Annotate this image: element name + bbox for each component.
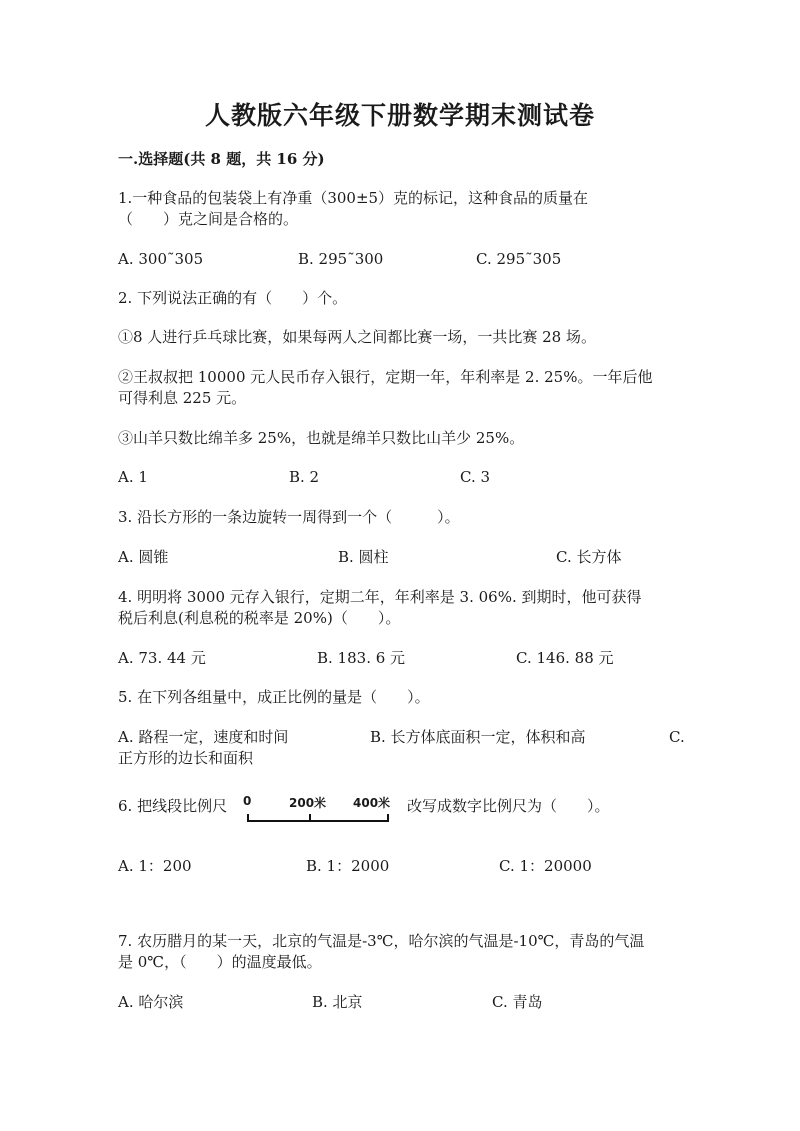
scale-tick-end	[387, 814, 389, 821]
question-2-option-c[interactable]: C. 3	[460, 468, 491, 486]
question-2-statement-3: ③山羊只数比绵羊多 25%，也就是绵羊只数比山羊少 25%。	[118, 429, 525, 447]
scale-label-0: 0	[243, 794, 252, 808]
question-5-option-b[interactable]: B. 长方体底面积一定，体积和高	[370, 728, 586, 746]
question-5-option-a[interactable]: A. 路程一定，速度和时间	[118, 728, 289, 746]
question-4-option-a[interactable]: A. 73. 44 元	[118, 649, 206, 667]
question-4-option-b[interactable]: B. 183. 6 元	[317, 649, 406, 667]
question-4-stem-line-1: 4. 明明将 3000 元存入银行，定期二年，年利率是 3. 06%. 到期时，他可获得	[118, 588, 642, 606]
question-1-stem-line-1: 1.一种食品的包装袋上有净重（300±5）克的标记，这种食品的质量在	[118, 189, 589, 207]
scale-tick-start	[247, 814, 249, 821]
line-scale-ruler	[243, 794, 393, 830]
question-2-statement-2-line-2: 可得利息 225 元。	[118, 389, 247, 407]
question-4-option-c[interactable]: C. 146. 88 元	[516, 649, 614, 667]
question-3-stem: 3. 沿长方形的一条边旋转一周得到一个（ ）。	[118, 508, 460, 526]
question-4-stem-line-2: 税后利息(利息税的税率是 20%)（ ）。	[118, 609, 401, 627]
question-1-option-a[interactable]: A. 300˜305	[118, 250, 204, 268]
question-6-stem-part-1: 6. 把线段比例尺	[118, 797, 228, 815]
question-2-statement-2-line-1: ②王叔叔把 10000 元人民币存入银行，定期一年，年利率是 2. 25%。一年后他	[118, 368, 653, 386]
question-7-option-c[interactable]: C. 青岛	[492, 993, 543, 1011]
question-6-option-c[interactable]: C. 1：20000	[499, 857, 592, 875]
scale-label-200: 200米	[289, 796, 327, 810]
question-5-stem: 5. 在下列各组量中，成正比例的量是（ ）。	[118, 688, 430, 706]
question-7-stem-line-2: 是 0℃，（ ）的温度最低。	[118, 953, 322, 971]
question-2-option-b[interactable]: B. 2	[289, 468, 320, 486]
question-3-option-c[interactable]: C. 长方体	[556, 548, 622, 566]
scale-label-400: 400米	[353, 796, 391, 810]
question-1-stem-line-2: （ ）克之间是合格的。	[118, 210, 299, 228]
question-7-option-a[interactable]: A. 哈尔滨	[118, 993, 184, 1011]
section-heading: 一.选择题(共 8 题，共 16 分)	[118, 150, 325, 168]
question-2-option-a[interactable]: A. 1	[118, 468, 148, 486]
question-6-option-b[interactable]: B. 1：2000	[306, 857, 390, 875]
question-3-option-a[interactable]: A. 圆锥	[118, 548, 169, 566]
question-2-statement-1: ①8 人进行乒乓球比赛，如果每两人之间都比赛一场，一共比赛 28 场。	[118, 328, 596, 346]
question-1-option-b[interactable]: B. 295˜300	[298, 250, 384, 268]
question-3-option-b[interactable]: B. 圆柱	[338, 548, 389, 566]
question-6-stem-part-2: 改写成数字比例尺为（ ）。	[407, 797, 610, 815]
question-6-option-a[interactable]: A. 1：200	[118, 857, 192, 875]
page-title: 人教版六年级下册数学期末测试卷	[204, 101, 595, 130]
question-1-option-c[interactable]: C. 295˜305	[476, 250, 562, 268]
question-7-option-b[interactable]: B. 北京	[312, 993, 363, 1011]
question-5-option-c-label[interactable]: C.	[669, 728, 685, 746]
question-2-stem: 2. 下列说法正确的有（ ）个。	[118, 289, 348, 307]
question-5-option-c-text[interactable]: 正方形的边长和面积	[118, 749, 254, 767]
question-7-stem-line-1: 7. 农历腊月的某一天，北京的气温是-3℃，哈尔滨的气温是-10℃，青岛的气温	[118, 932, 645, 950]
scale-tick-middle	[309, 814, 311, 821]
scale-line	[247, 820, 389, 822]
